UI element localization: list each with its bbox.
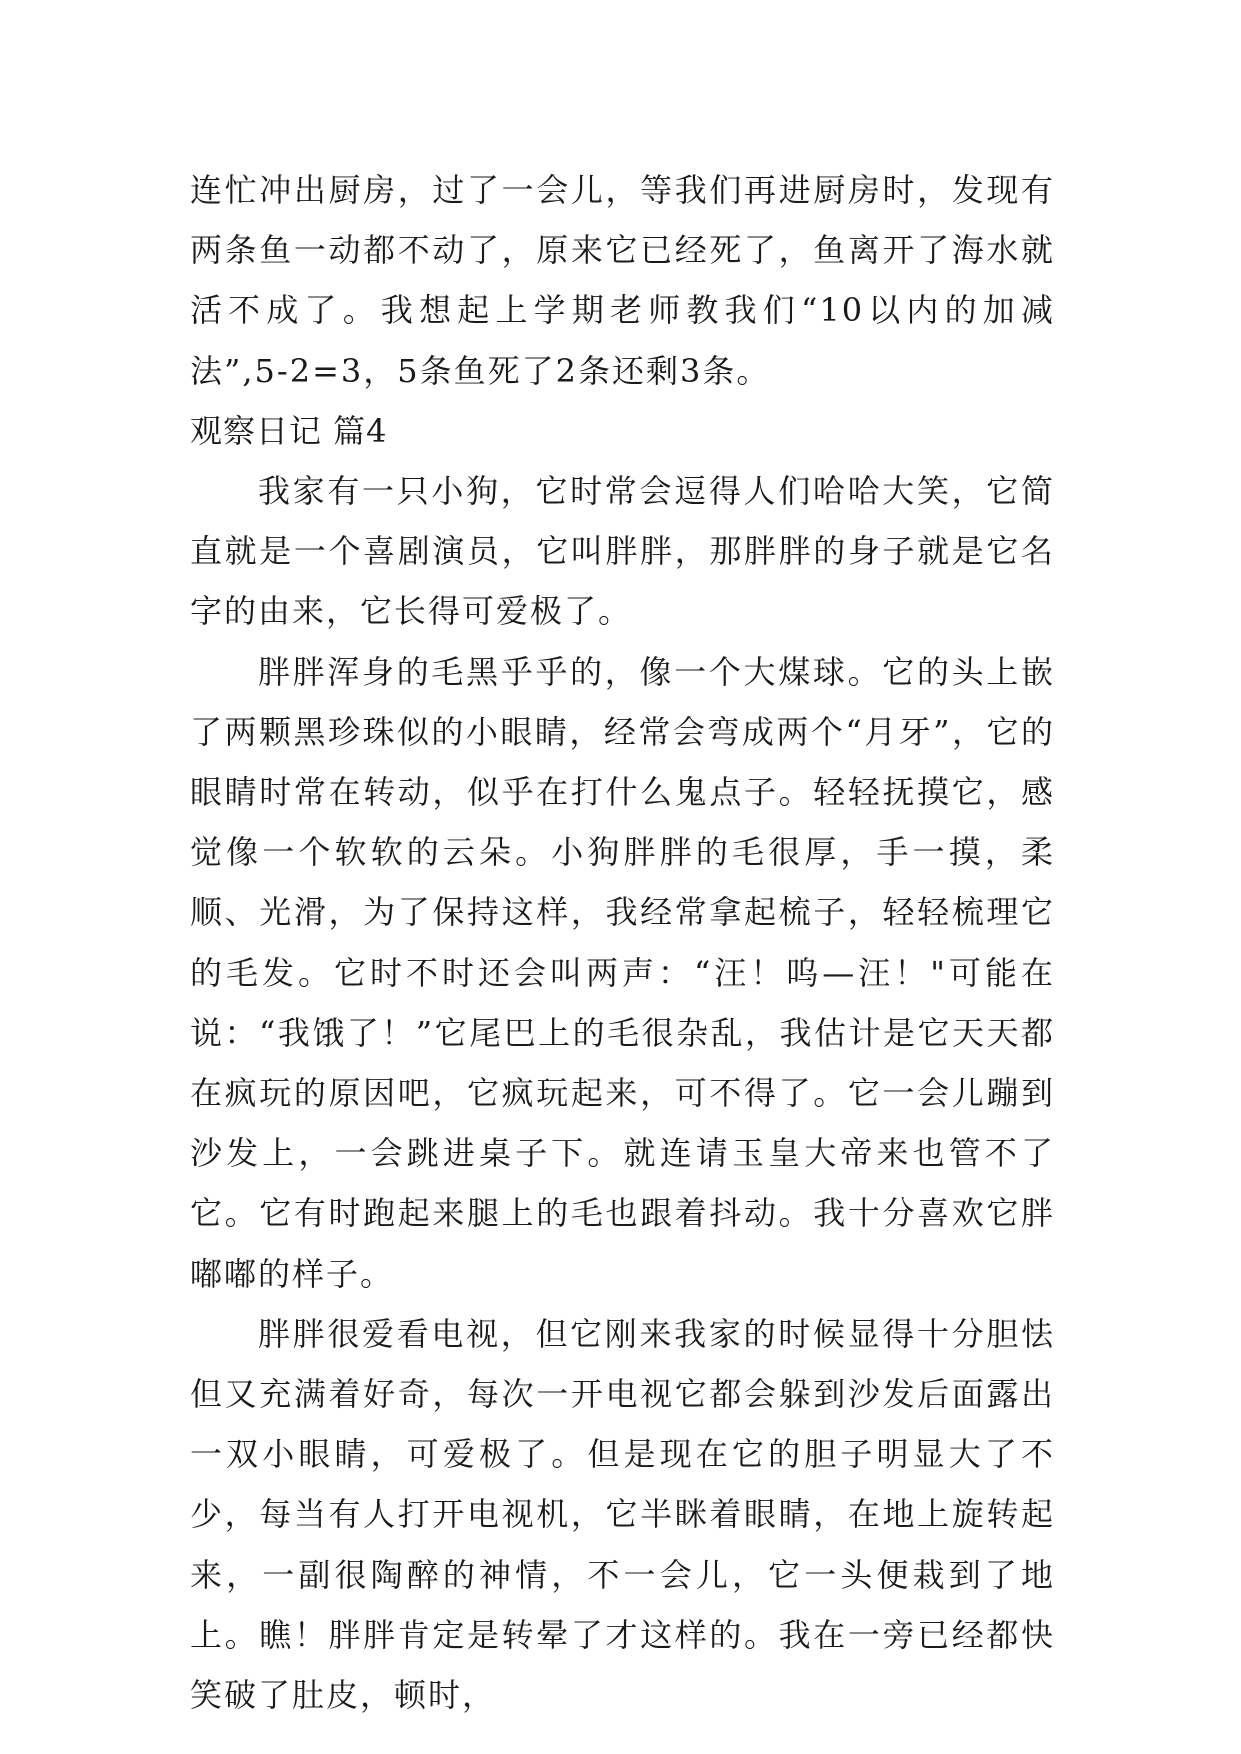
section-title: 观察日记 篇4 bbox=[190, 411, 388, 450]
paragraph-3: 胖胖很爱看电视，但它刚来我家的时候显得十分胆怯但又充满着好奇，每次一开电视它都会躲到沙发后面露出一双小眼睛，可爱极了。但是现在它的胆子明显大了不少，每当有人打开电视机，它半眯着眼睛，在地上旋转起来，一副很陶醉的神情，不一会儿，它一头便栽到了地上。瞧！胖胖肯定是转晕了才这样的。我在一旁已经都快笑破了肚皮，顿时， bbox=[190, 1314, 1055, 1715]
paragraph-1: 我家有一只小狗，它时常会逗得人们哈哈大笑，它简直就是一个喜剧演员，它叫胖胖，那胖胖的身子就是它名字的由来，它长得可爱极了。 bbox=[190, 472, 1055, 631]
document-body bbox=[190, 160, 1055, 1725]
paragraph-2: 胖胖浑身的毛黑乎乎的，像一个大煤球。它的头上嵌了两颗黑珍珠似的小眼睛，经常会弯成两个“月牙”，它的眼睛时常在转动，似乎在打什么鬼点子。轻轻抚摸它，感觉像一个软软的云朵。小狗胖胖的毛很厚，手一摸，柔顺、光滑，为了保持这样，我经常拿起梳子，轻轻梳理它的毛发。它时不时还会叫两声：“汪！呜—汪！"可能在说：“我饿了！”它尾巴上的毛很杂乱，我估计是它天天都在疯玩的原因吧，它疯玩起来，可不得了。它一会儿蹦到沙发上，一会跳进桌子下。就连请玉皇大帝来也管不了它。它有时跑起来腿上的毛也跟着抖动。我十分喜欢它胖嘟嘟的样子。 bbox=[190, 652, 1055, 1293]
continuation-paragraph: 连忙冲出厨房，过了一会儿，等我们再进厨房时，发现有两条鱼一动都不动了，原来它已经死了，鱼离开了海水就活不成了。我想起上学期老师教我们“10以内的加减法”,5-2=3，5条鱼死了2条还剩3条。 bbox=[190, 171, 1055, 390]
